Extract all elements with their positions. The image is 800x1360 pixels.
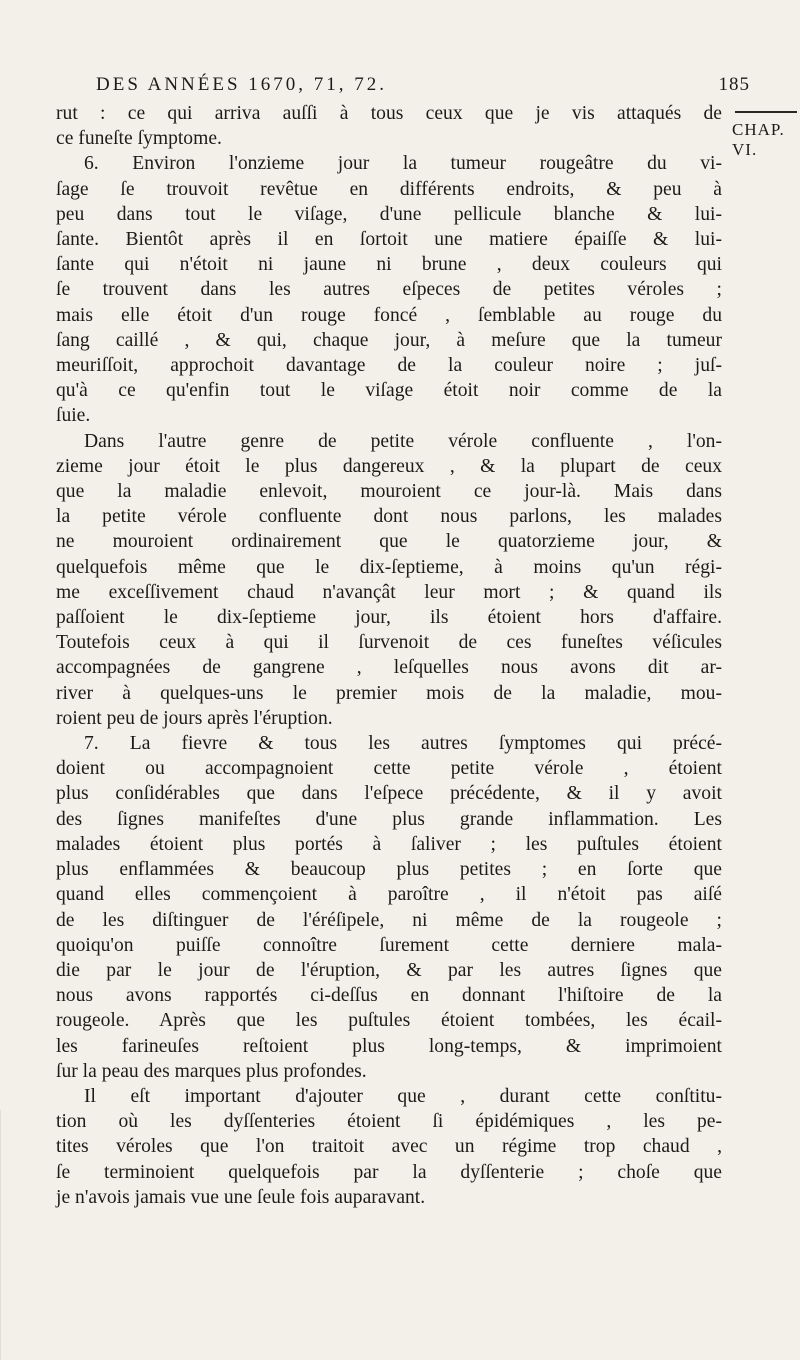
text-line: doient ou accompagnoient cette petite vérole , étoient [56, 758, 722, 780]
text-line: que la maladie enlevoit, mouroient ce jour-là. Mais dans [56, 481, 722, 503]
body-text [56, 101, 722, 1210]
text-line: rougeole. Après que les puſtules étoient tombées, les écail- [56, 1010, 722, 1032]
text-line: peu dans tout le viſage, d'une pellicule blanche & lui- [56, 203, 722, 225]
text-line: ſe trouvent dans les autres eſpeces de petites véroles ; [56, 279, 722, 301]
text-line: quelquefois même que le dix-ſeptieme, à moins qu'un régi- [56, 556, 722, 578]
text-line: des ſignes manifeſtes d'une plus grande inflammation. Les [56, 808, 722, 830]
text-line: Il eſt important d'ajouter que , durant cette conſtitu- [84, 1085, 722, 1107]
text-line: ſante. Bientôt après il en ſortoit une matiere épaiſſe & lui- [56, 229, 722, 251]
text-line: river à quelques-uns le premier mois de la maladie, mou- [56, 682, 722, 704]
text-line: les farineuſes reſtoient plus long-temps, & imprimoient [56, 1035, 722, 1057]
text-line: plus conſidérables que dans l'eſpece précédente, & il y avoit [56, 783, 722, 805]
text-line: tion où les dyſſenteries étoient ſi épidémiques , les pe- [56, 1111, 722, 1133]
text-line: roient peu de jours après l'éruption. [56, 707, 333, 729]
text-line: je n'avois jamais vue une ſeule fois auparavant. [56, 1186, 426, 1208]
text-line: la petite vérole confluente dont nous parlons, les malades [56, 506, 722, 528]
text-line: quoiqu'on puiſſe connoître ſurement cette derniere mala- [56, 934, 722, 956]
text-line: Dans l'autre genre de petite vérole confluente , l'on- [84, 430, 722, 452]
text-line: ſuie. [56, 405, 91, 427]
text-line: ne mouroient ordinairement que le quatorzieme jour, & [56, 531, 722, 553]
text-line: qu'à ce qu'enfin tout le viſage étoit noir comme de la [56, 380, 722, 402]
text-line: malades étoient plus portés à ſaliver ; les puſtules étoient [56, 833, 722, 855]
page-edge-shadow [0, 1110, 31, 1360]
text-line: ce funeſte ſymptome. [56, 128, 222, 150]
text-line: quand elles commençoient à paroître , il n'étoit pas aiſé [56, 884, 722, 906]
text-line: mais elle étoit d'un rouge foncé , ſemblable au rouge du [56, 304, 722, 326]
margin-chapter-note: CHAP. VI. [732, 120, 785, 159]
text-line: meuriſſoit, approchoit davantage de la couleur noire ; juſ- [56, 355, 722, 377]
text-line: ſante qui n'étoit ni jaune ni brune , deux couleurs qui [56, 254, 722, 276]
text-line: ſur la peau des marques plus profondes. [56, 1060, 367, 1082]
text-line: de les diſtinguer de l'éréſipele, ni même de la rougeole ; [56, 909, 722, 931]
text-line: 7. La fievre & tous les autres ſymptomes qui précé- [84, 733, 722, 755]
text-line: nous avons rapportés ci-deſſus en donnant l'hiſtoire de la [56, 985, 722, 1007]
text-line: ſage ſe trouvoit revêtue en différents endroits, & peu à [56, 178, 722, 200]
text-line: die par le jour de l'éruption, & par les autres ſignes que [56, 959, 722, 981]
text-line: zieme jour étoit le plus dangereux , & la plupart de ceux [56, 455, 722, 477]
page-number: 185 [718, 74, 750, 95]
text-line: paſſoient le dix-ſeptieme jour, ils étoient hors d'affaire. [56, 607, 722, 629]
margin-rule [735, 111, 797, 113]
text-line: me exceſſivement chaud n'avançât leur mort ; & quand ils [56, 581, 722, 603]
text-line: accompagnées de gangrene , leſquelles nous avons dit ar- [56, 657, 722, 679]
running-head-title: DES ANNÉES 1670, 71, 72. [96, 74, 388, 95]
text-line: rut : ce qui arriva auſſi à tous ceux que je vis attaqués de [56, 103, 722, 124]
text-line: ſang caillé , & qui, chaque jour, à meſure que la tumeur [56, 329, 722, 351]
text-line: plus enflammées & beaucoup plus petites ; en ſorte que [56, 859, 722, 881]
text-line: 6. Environ l'onzieme jour la tumeur rougeâtre du vi- [84, 153, 722, 175]
text-line: tites véroles que l'on traitoit avec un régime trop chaud , [56, 1136, 722, 1158]
text-line: ſe terminoient quelquefois par la dyſſenterie ; choſe que [56, 1161, 722, 1183]
text-line: Toutefois ceux à qui il ſurvenoit de ces funeſtes véſicules [56, 632, 722, 654]
